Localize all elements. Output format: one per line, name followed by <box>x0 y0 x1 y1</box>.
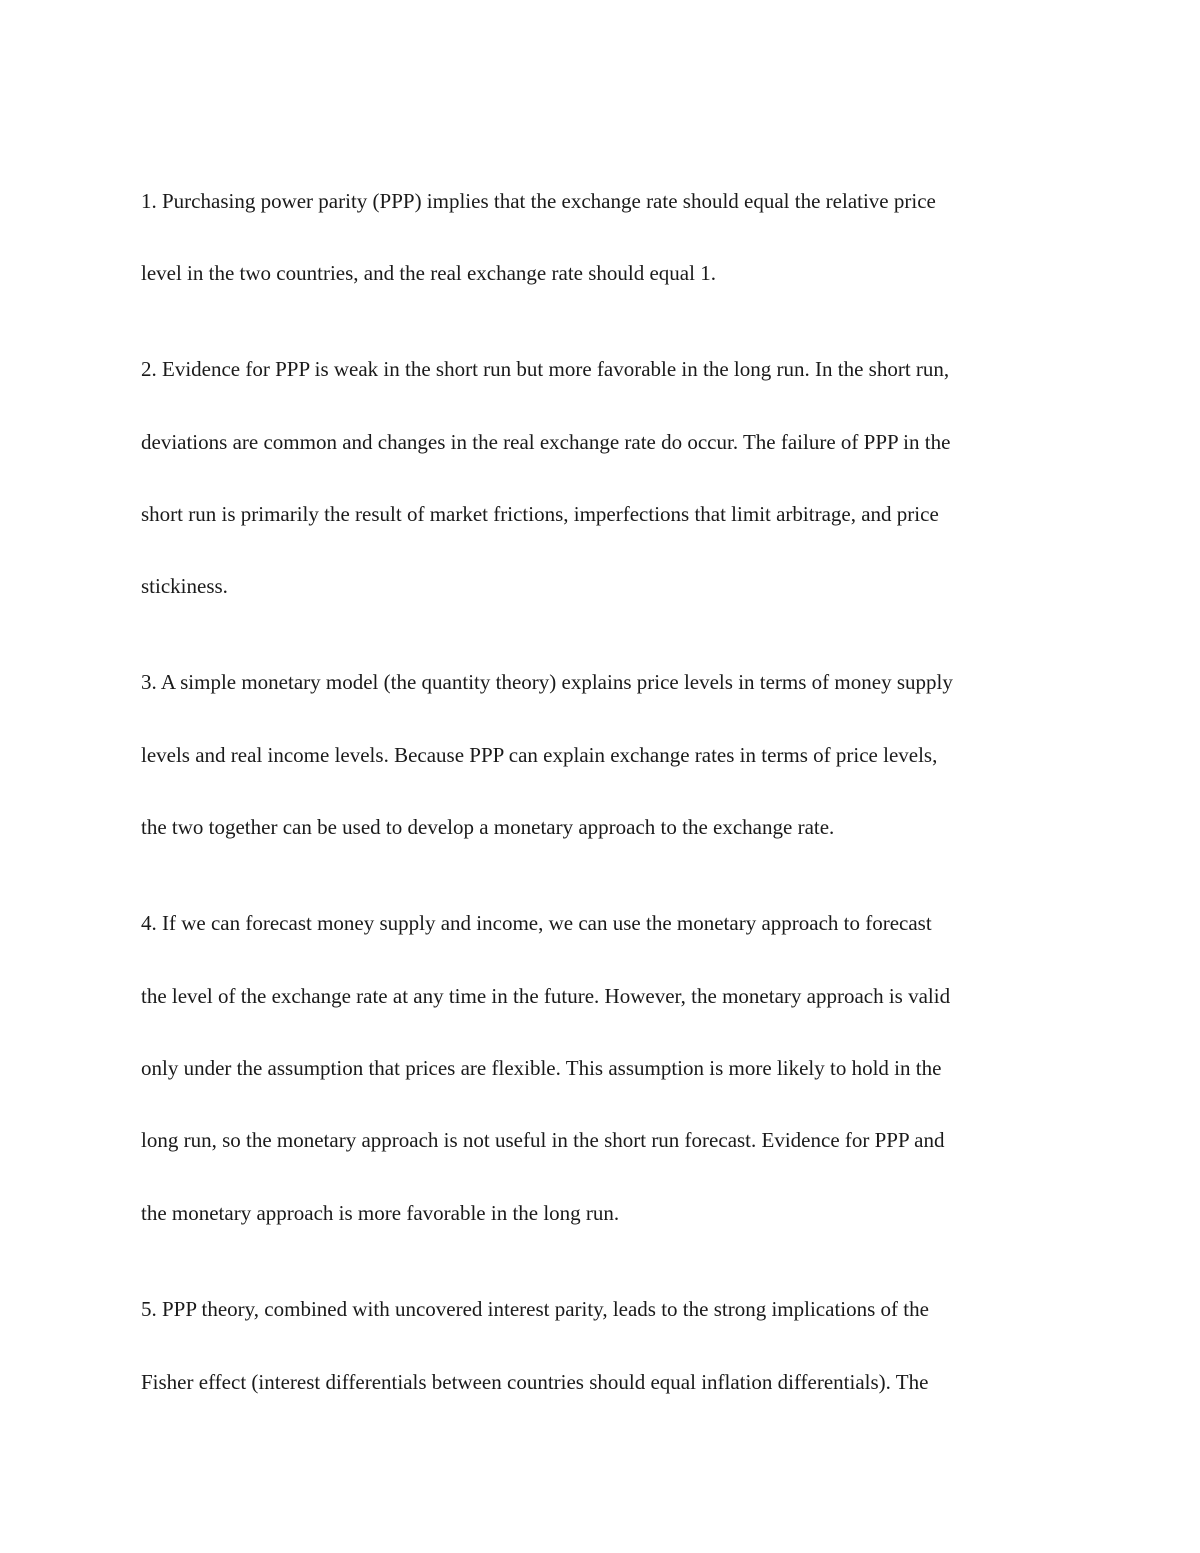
paragraph-line: short run is primarily the result of market frictions, imperfections that limit arbitrage, and price <box>141 502 939 526</box>
paragraph-line: 5. PPP theory, combined with uncovered interest parity, leads to the strong implications of the <box>141 1297 929 1321</box>
paragraph-line: 3. A simple monetary model (the quantity theory) explains price levels in terms of money supply <box>141 670 953 694</box>
paragraph-line: the monetary approach is more favorable in the long run. <box>141 1201 620 1225</box>
paragraph-line: levels and real income levels. Because PPP can explain exchange rates in terms of price levels, <box>141 743 938 767</box>
paragraph-line: level in the two countries, and the real exchange rate should equal 1. <box>141 261 716 285</box>
paragraph-line: long run, so the monetary approach is not useful in the short run forecast. Evidence for PPP and <box>141 1128 945 1152</box>
paragraph-line: the level of the exchange rate at any time in the future. However, the monetary approach is valid <box>141 984 951 1008</box>
paragraph-line: 4. If we can forecast money supply and income, we can use the monetary approach to forecast <box>141 911 932 935</box>
paragraph-line: stickiness. <box>141 574 228 598</box>
paragraph-line: 2. Evidence for PPP is weak in the short run but more favorable in the long run. In the short run, <box>141 357 950 381</box>
paragraph-line: only under the assumption that prices are flexible. This assumption is more likely to hold in the <box>141 1056 942 1080</box>
paragraph-line: deviations are common and changes in the real exchange rate do occur. The failure of PPP in the <box>141 430 951 454</box>
paragraph-line: the two together can be used to develop a monetary approach to the exchange rate. <box>141 815 835 839</box>
paragraph-line: 1. Purchasing power parity (PPP) implies that the exchange rate should equal the relative price <box>141 189 936 213</box>
paragraph-line: Fisher effect (interest differentials between countries should equal inflation differentials). The <box>141 1370 929 1394</box>
